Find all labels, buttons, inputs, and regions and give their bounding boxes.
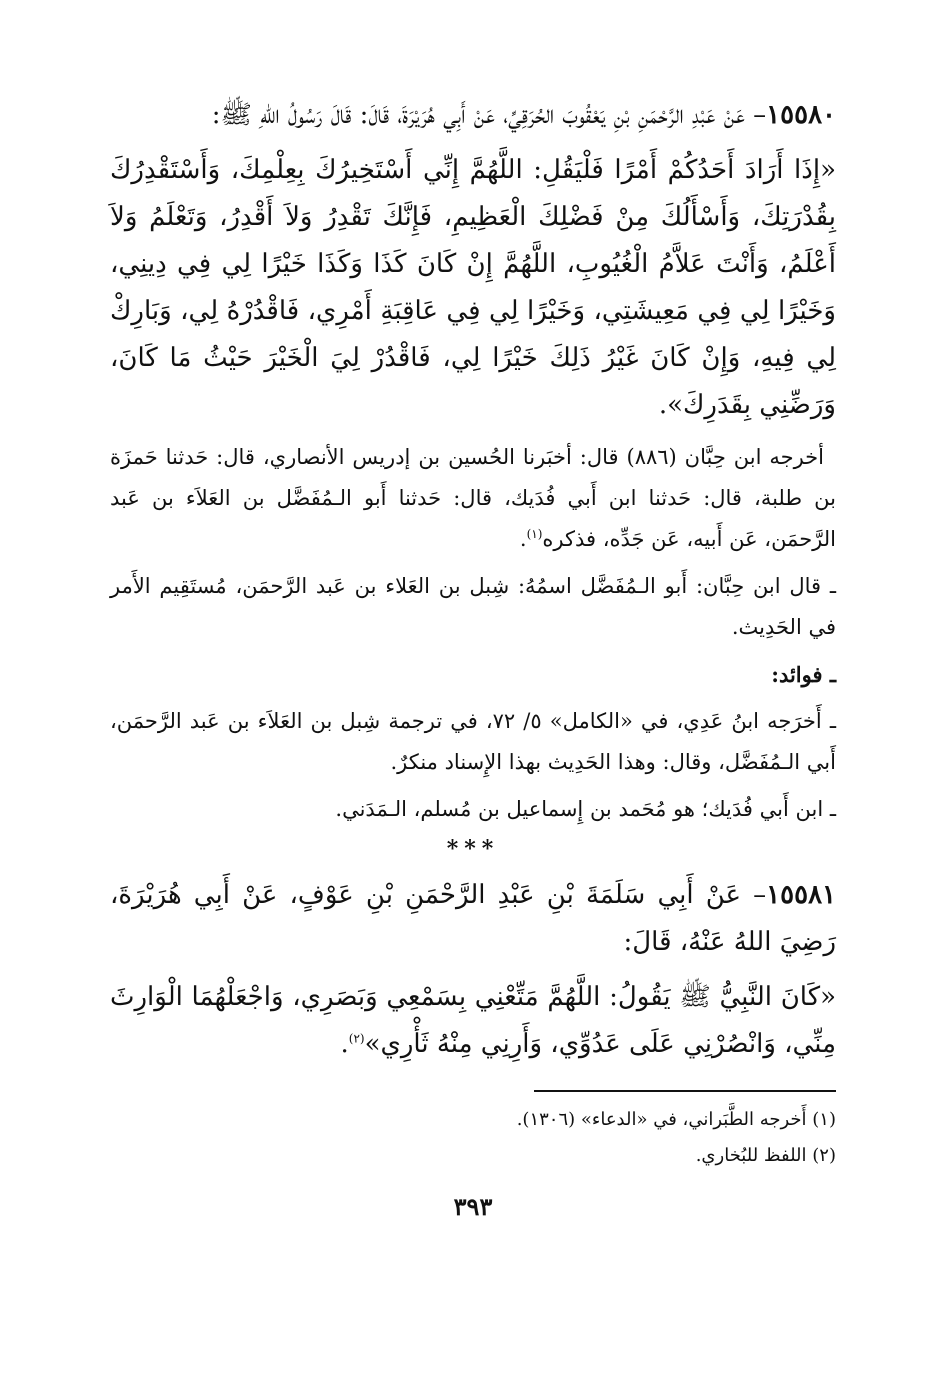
hadith-15580-matn: «إِذَا أَرَادَ أَحَدُكُمْ أَمْرًا فَلْيَقُلِ: اللَّهُمَّ إِنِّي أَسْتَخِيرُكَ بِعِلْمِكَ، وَأَسْتَقْدِرُكَ بِقُدْرَتِكَ، وَأَسْأَلُكَ مِنْ فَضْلِكَ الْعَظِيمِ، فَإِنَّكَ تَقْدِرُ وَلاَ أَقْدِرُ، وَتَعْلَمُ وَلاَ أَعْلَمُ، وَأَنْتَ عَلاَّمُ الْغُيُوبِ، اللَّهُمَّ إِنْ كَانَ كَذَا وَكَذَا خَيْرًا لِي فِي دِينِي، وَخَيْرًا لِي فِي مَعِيشَتِي، وَخَيْرًا لِي فِي عَاقِبَةِ أَمْرِي، فَاقْدُرْهُ لِي، وَبَارِكْ لِي فِيهِ، وَإِنْ كَانَ غَيْرُ ذَلِكَ خَيْرًا لِي، فَاقْدُرْ لِيَ الْخَيْرَ حَيْثُ مَا كَانَ، وَرَضِّنِي بِقَدَرِكَ».	[110, 155, 836, 420]
matn-text: «كَانَ النَّبِيُّ ﷺ يَقُولُ: اللَّهُمَّ مَتِّعْنِي بِسَمْعِي وَبَصَرِي، وَاجْعَلْهُمَا الْوَارِثَ مِنِّي، وَانْصُرْنِي عَلَى عَدُوِّي، وَأَرِنِي مِنْهُ ثَأْرِي»	[110, 982, 836, 1059]
footnote-divider	[534, 1090, 836, 1092]
section-separator: ***	[446, 836, 500, 862]
hadith-15581-matn	[110, 974, 836, 1068]
fawaid-item-1: ـ أَخرَجه ابنُ عَدِي، في «الكامل» ٥/ ٧٢، في ترجمة شِبل بن العَلاَء بن عَبد الرَّحمَن، أَبي الـمُفَضَّل، وقال: وهذا الحَدِيث بهذا الإِسناد منكرٌ.	[110, 709, 836, 774]
footnote-ref-2[interactable]: (٢)	[348, 1031, 365, 1046]
page-number: ٣٩٣	[453, 1192, 493, 1221]
hadith-15580-isnad	[110, 92, 836, 139]
document-page	[110, 92, 836, 1372]
takhrij-paragraph	[110, 437, 836, 560]
isnad-text: – عَنْ أَبِي سَلَمَةَ بْنِ عَبْدِ الرَّحْمَنِ بْنِ عَوْفٍ، عَنْ أَبِي هُرَيْرَةَ، رَضِيَ اللهُ عَنْهُ، قَالَ:	[110, 880, 836, 957]
takhrij-end: .	[519, 527, 527, 551]
hadith-number: ١٥٥٨٠	[766, 100, 836, 130]
footnote-ref-1[interactable]: (١)	[526, 527, 543, 541]
takhrij-text: أخرجه ابن حِبَّان (٨٨٦) قال: أخبَرنا الحُسين بن إدريس الأنصاري، قال: حَدثنا حَمزَة بن طلبة، قال: حَدثنا ابن أَبي فُدَيك، قال: حَدثنا أَبو الـمُفَضَّل بن العَلاَء بن عَبد الرَّحمَن، عَن أَبيه، عَن جَدِّه، فذكره	[110, 445, 836, 551]
fawaid-heading: ـ فوائد:	[771, 662, 836, 687]
footnote-1: (١) أَخرجه الطَّبَراني، في «الدعاء» (١٣٠٦).	[516, 1109, 836, 1130]
hadith-number: ١٥٥٨١	[766, 880, 836, 910]
ibn-hibban-note: ـ قال ابن حِبَّان: أَبو الـمُفَضَّل اسمُهُ: شِبل بن العَلاء بن عَبد الرَّحمَن، مُستَقِيم الأَمر في الحَدِيث.	[110, 574, 836, 639]
fawaid-item-2: ـ ابن أَبي فُدَيك؛ هو مُحَمد بن إِسماعيل بن مُسلم، الـمَدَني.	[335, 797, 836, 821]
hadith-15581-isnad	[110, 872, 836, 966]
footnote-2: (٢) اللفظ للبُخاري.	[695, 1145, 836, 1166]
matn-end: .	[340, 1029, 349, 1059]
isnad-text: – عَنْ عَبْدِ الرَّحْمَنِ بْنِ يَعْقُوبَ الحُرَقِيِّ، عَنْ أَبِي هُرَيْرَةَ، قَالَ: قَالَ رَسُولُ اللهِ ﷺ:	[211, 100, 767, 130]
